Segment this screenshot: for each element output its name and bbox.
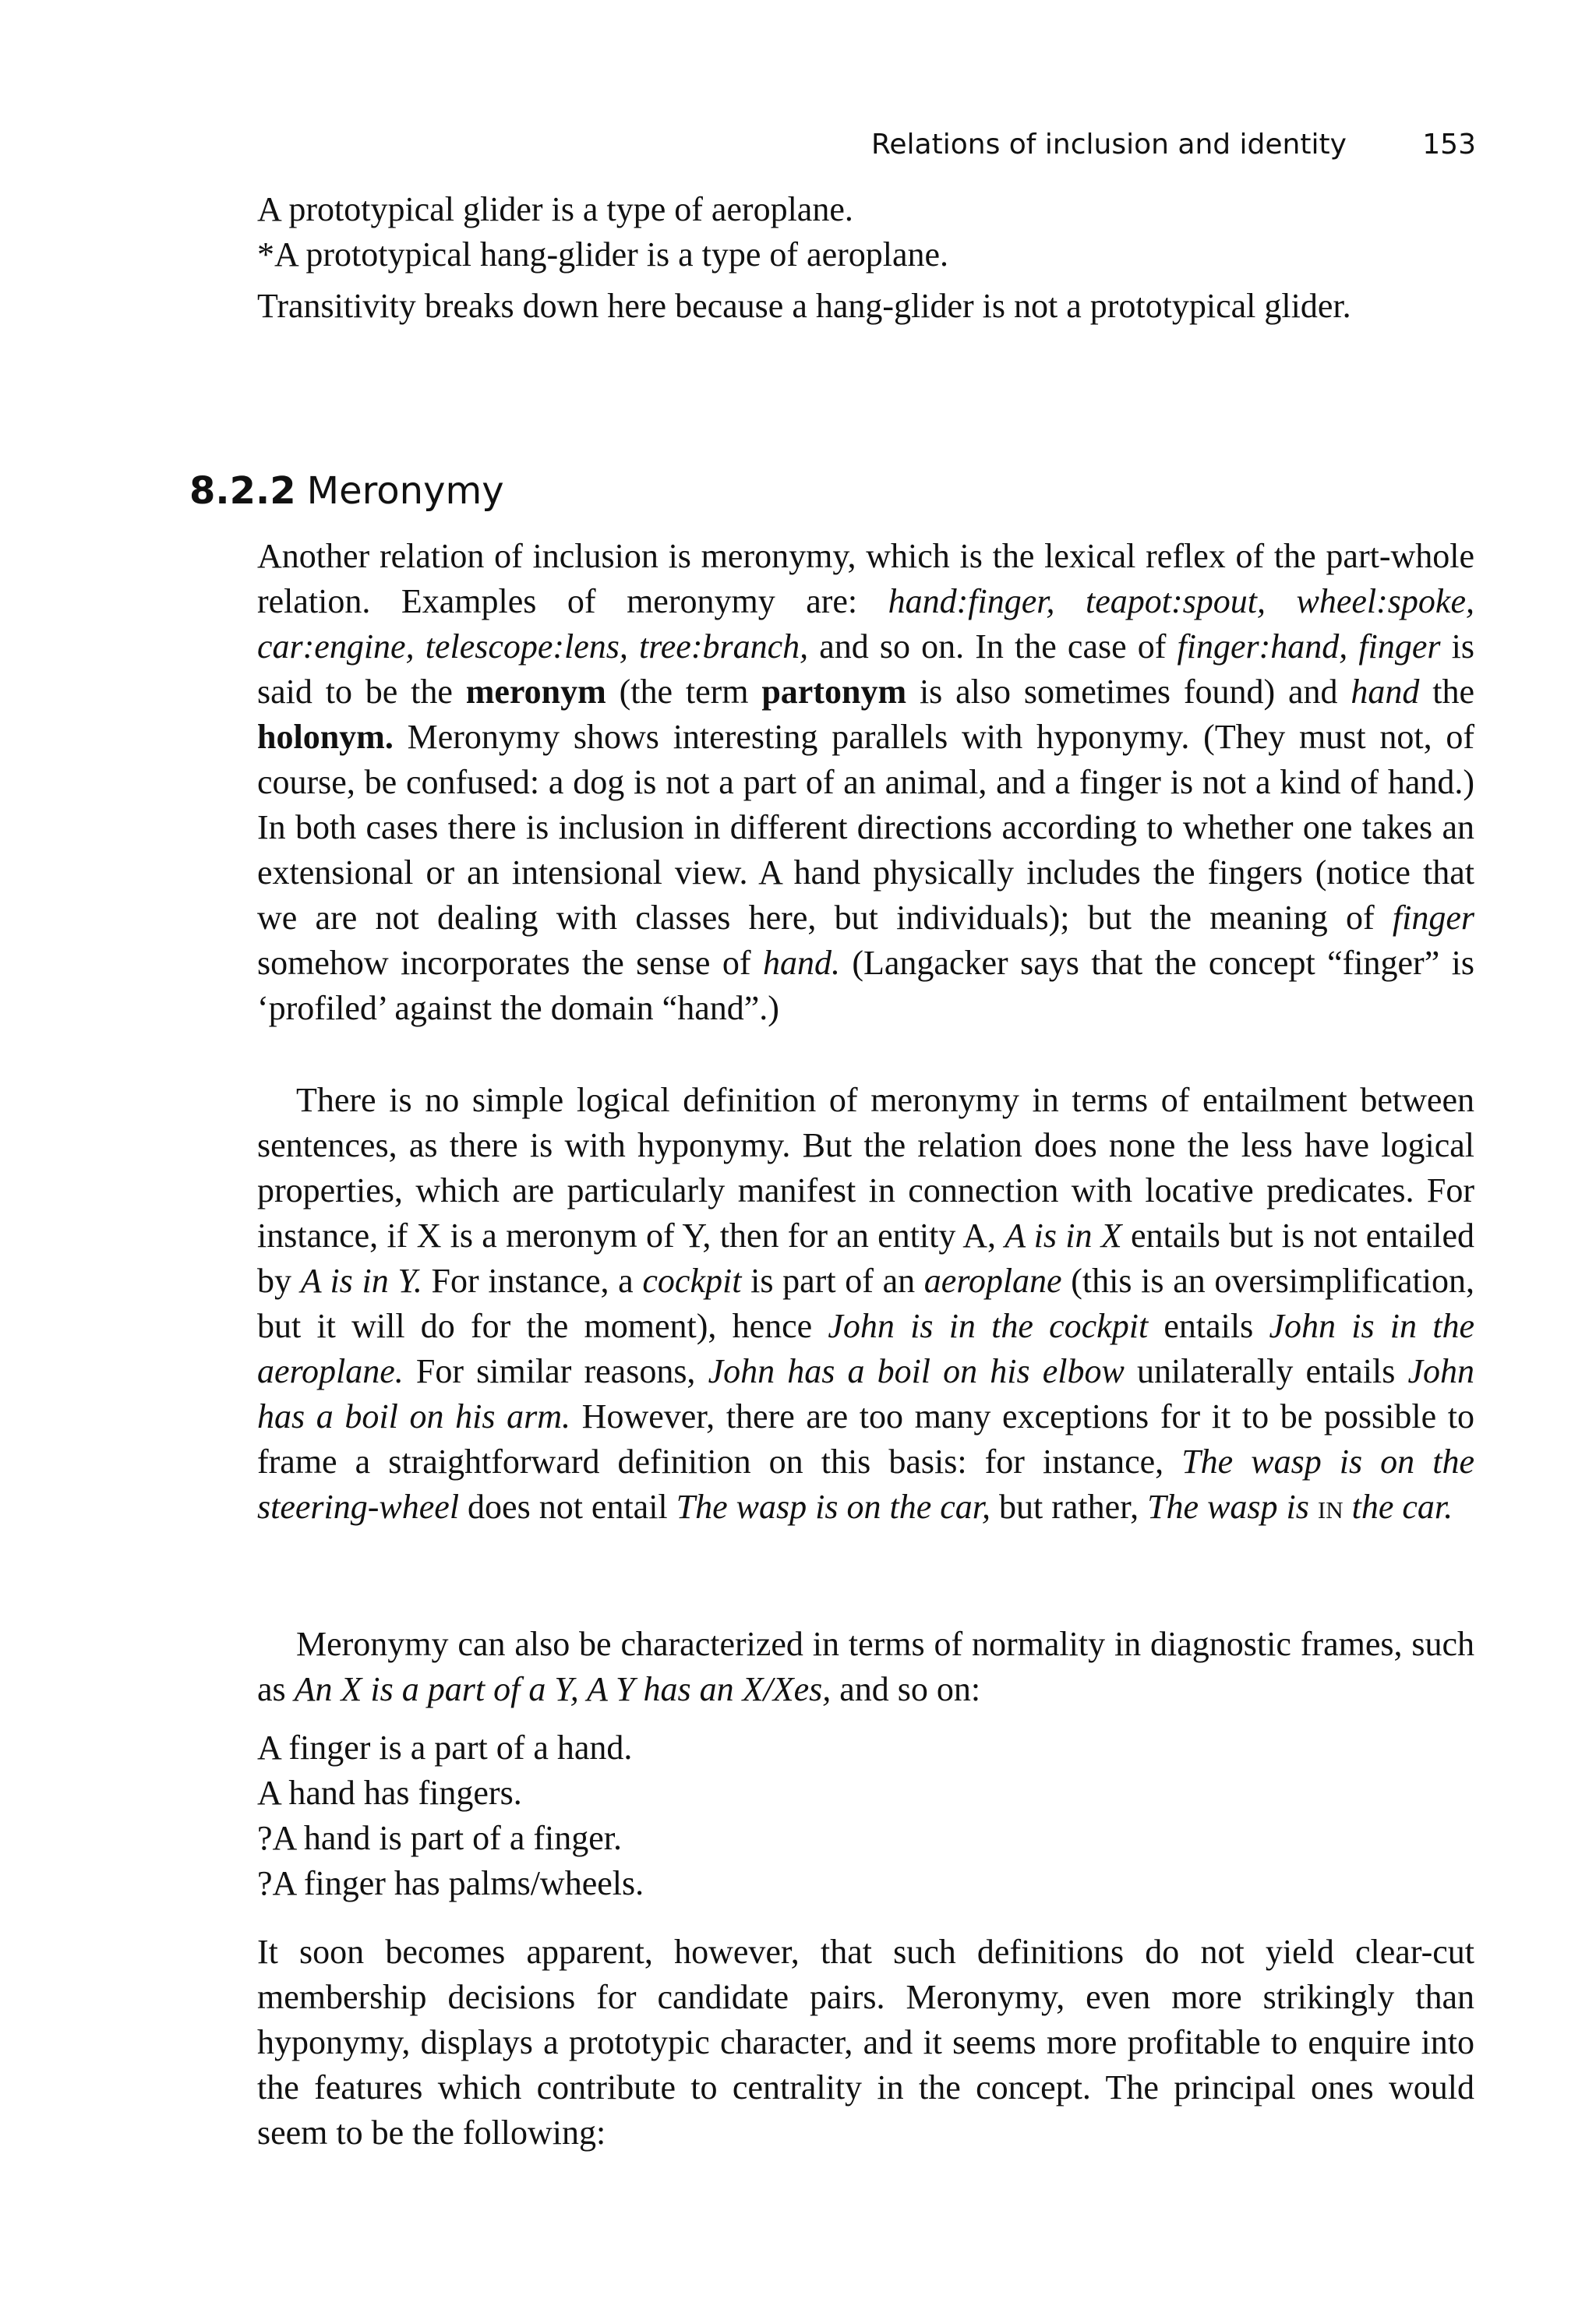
section-title: Meronymy [306, 469, 504, 513]
example-line: A hand has fingers. [257, 1774, 522, 1812]
section-number: 8.2.2 [189, 469, 296, 513]
term-holonym: holonym. [257, 718, 394, 756]
term-partonym: partonym [761, 673, 907, 711]
paragraph-diagnostic-frames [257, 1622, 1474, 1712]
paragraph-text: Another relation of inclusion is meronymy, which is the lexical reflex of the part-whole relation. Examples of meronymy are: hand:finger, teapot:spout, wheel:spoke, car:engine, telescope:lens, tree:branch, and so on. In the case of finger:hand, finger is said to be the meronym (the term partonym is also sometimes found) and hand the holonym. Meronymy shows interesting parallels with hyponymy. (They must not, of course, be confused: a dog is not a part of an animal, and a finger is not a kind of hand.) In both cases there is inclusion in different directions according to whether one takes an extensional or an intensional view. A hand physically includes the fingers (notice that we are not dealing with classes here, but individuals); but the meaning of finger somehow incorporates the sense of hand. (Langacker says that the concept “finger” is ‘profiled’ against the domain “hand”.) [257, 537, 1475, 1027]
example-line: ?A finger has palms/wheels. [257, 1864, 644, 1902]
term-meronym: meronym [465, 673, 606, 711]
paragraph-text: There is no simple logical definition of meronymy in terms of entailment between sentences, as there is with hyponymy. But the relation does none the less have logical properties, which are particularly manifest in connection with locative predicates. For instance, if X is a meronym of Y, then for an entity A, A is in X entails but is not entailed by A is in Y. For instance, a cockpit is part of an aeroplane (this is an oversimplification, but it will do for the moment), hence John is in the cockpit entails John is in the aeroplane. For similar reasons, John has a boil on his elbow unilaterally entails John has a boil on his arm. However, there are too many exceptions for it to be possible to frame a straightforward definition on this basis: for instance, The wasp is on the steering-wheel does not entail The wasp is on the car, but rather, The wasp is in the car. [257, 1081, 1475, 1526]
page-number: 153 [1422, 129, 1476, 161]
paragraph-transitivity [257, 284, 1474, 329]
examples-top [257, 187, 1474, 277]
paragraph-meronymy-intro [257, 534, 1474, 1031]
paragraph-final [257, 1930, 1474, 2156]
running-head-title: Relations of inclusion and identity [871, 129, 1347, 161]
examples-bottom [257, 1725, 1474, 1906]
paragraph-text: Meronymy can also be characterized in terms of normality in diagnostic frames, such as An X is a part of a Y, A Y has an X/Xes, and so on: [257, 1625, 1474, 1708]
example-line: *A prototypical hang-glider is a type of aeroplane. [257, 235, 949, 274]
paragraph-logical-definition [257, 1078, 1474, 1530]
paragraph-text: It soon becomes apparent, however, that such definitions do not yield clear-cut membership decisions for candidate pairs. Meronymy, even more strikingly than hyponymy, displays a prototypic character, and it seems more profitable to enquire into the features which contribute to centrality in the concept. The principal ones would seem to be the following: [257, 1933, 1474, 2152]
paragraph-text: Transitivity breaks down here because a hang-glider is not a prototypical glider. [257, 287, 1351, 325]
example-line: A prototypical glider is a type of aeroplane. [257, 190, 853, 228]
example-line: A finger is a part of a hand. [257, 1729, 633, 1767]
example-line: ?A hand is part of a finger. [257, 1819, 622, 1857]
section-heading [189, 469, 504, 513]
